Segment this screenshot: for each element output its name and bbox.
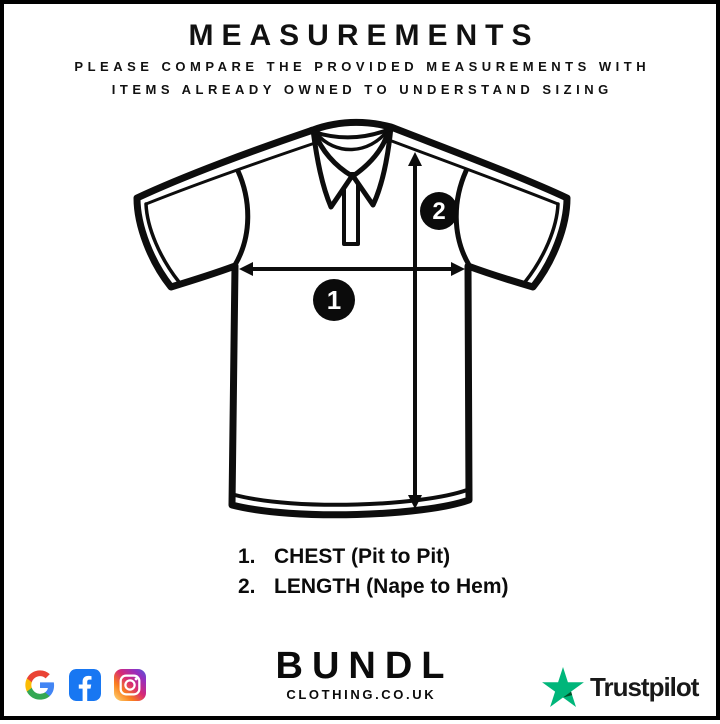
legend-label-length: LENGTH (Nape to Hem) <box>274 575 509 598</box>
legend-number-2: 2. <box>238 575 256 598</box>
badge-1-number: 1 <box>326 285 342 315</box>
trustpilot-star-icon <box>542 667 584 707</box>
brand-name: BUNDL <box>275 645 454 687</box>
legend-item-chest <box>238 542 509 572</box>
measurement-badge-1 <box>313 279 355 321</box>
instagram-icon[interactable] <box>114 669 146 701</box>
google-icon[interactable] <box>24 669 56 701</box>
brand-domain: CLOTHING.CO.UK <box>286 687 437 702</box>
subtitle-line-2: ITEMS ALREADY OWNED TO UNDERSTAND SIZING <box>111 82 613 97</box>
trustpilot-logo[interactable] <box>542 667 698 707</box>
trustpilot-label: Trustpilot <box>590 671 699 702</box>
badge-2-number: 2 <box>432 198 446 225</box>
page-title: MEASUREMENTS <box>188 19 540 52</box>
measurement-badge-2 <box>420 192 458 230</box>
legend-item-length <box>238 572 509 602</box>
polo-shirt-drawing <box>137 122 567 514</box>
legend-label-chest: CHEST (Pit to Pit) <box>274 545 451 568</box>
facebook-icon[interactable] <box>69 669 101 701</box>
legend-number-1: 1. <box>238 545 256 568</box>
subtitle-line-1: PLEASE COMPARE THE PROVIDED MEASUREMENTS WITH <box>74 59 651 74</box>
social-icons <box>24 669 146 701</box>
brand-logo <box>267 646 454 702</box>
polo-shirt-diagram <box>4 4 720 724</box>
legend <box>238 542 509 602</box>
